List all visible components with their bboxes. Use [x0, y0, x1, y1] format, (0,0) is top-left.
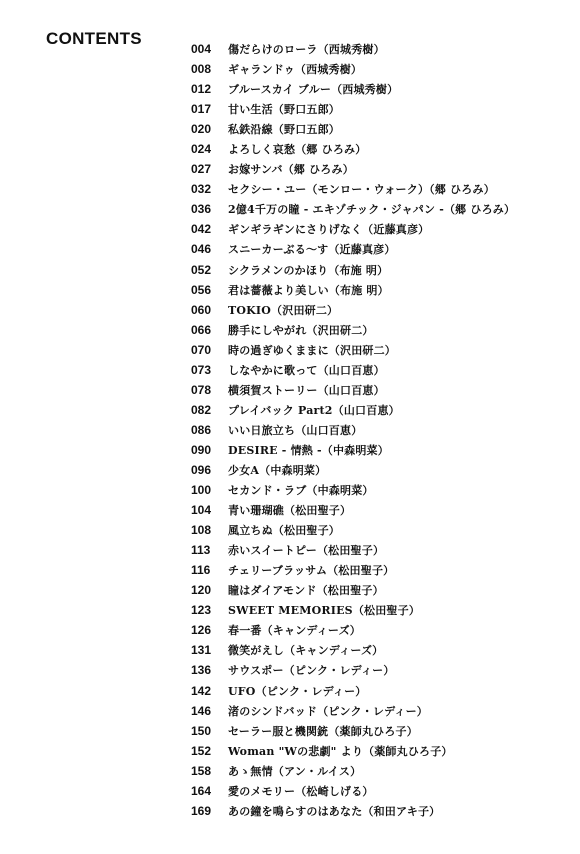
- entry-song-title: 青い珊瑚礁（松田聖子）: [228, 504, 352, 518]
- contents-entry: [191, 440, 515, 460]
- contents-entry: [191, 640, 515, 660]
- entry-song-title: 甘い生活（野口五郎）: [228, 103, 340, 117]
- entry-song-title: 愛のメモリー（松崎しげる）: [228, 784, 374, 798]
- contents-entry: [191, 219, 515, 239]
- entry-page-number: 042: [191, 222, 212, 237]
- entry-song-title: 風立ちぬ（松田聖子）: [228, 524, 340, 538]
- contents-entry: [191, 701, 515, 721]
- entry-page-number: 126: [191, 623, 212, 638]
- entry-song-title: ギャランドゥ（西城秀樹）: [228, 63, 363, 77]
- entry-song-title: 赤いスイートピー（松田聖子）: [228, 544, 385, 558]
- entry-song-title: Woman "Wの悲劇" より（薬師丸ひろ子）: [228, 744, 453, 758]
- entry-page-number: 164: [191, 783, 212, 798]
- contents-entry: [191, 59, 515, 79]
- entry-page-number: 060: [191, 302, 212, 317]
- contents-entry: [191, 781, 515, 801]
- contents-entry: [191, 39, 515, 59]
- contents-entry: [191, 239, 515, 259]
- contents-entry: [191, 540, 515, 560]
- contents-entry: [191, 380, 515, 400]
- page-title: CONTENTS: [46, 29, 142, 48]
- contents-entry: [191, 139, 515, 159]
- entry-song-title: よろしく哀愁（郷 ひろみ）: [228, 143, 367, 157]
- entry-page-number: 152: [191, 743, 212, 758]
- entry-song-title: 少女A（中森明菜）: [228, 464, 327, 477]
- entry-page-number: 032: [191, 182, 212, 197]
- contents-entry: [191, 600, 515, 620]
- entry-song-title: 傷だらけのローラ（西城秀樹）: [228, 43, 385, 57]
- entry-page-number: 123: [191, 603, 212, 618]
- entry-song-title: DESIRE - 情熱 -（中森明菜）: [228, 443, 389, 457]
- entry-page-number: 150: [191, 723, 212, 738]
- entry-page-number: 096: [191, 463, 212, 477]
- entry-page-number: 090: [191, 442, 212, 457]
- contents-entry: [191, 420, 515, 440]
- entry-song-title: あゝ無情（アン・ルイス）: [228, 764, 362, 778]
- contents-entry: [191, 300, 515, 320]
- entry-song-title: 瞳はダイアモンド（松田聖子）: [228, 584, 384, 598]
- entry-song-title: 時の過ぎゆくままに（沢田研二）: [228, 343, 396, 357]
- entry-song-title: スニーカーぶる～す（近藤真彦）: [228, 243, 396, 257]
- entry-song-title: 君は薔薇より美しい（布施 明）: [228, 283, 389, 297]
- contents-entry: [191, 79, 515, 99]
- entry-page-number: 104: [191, 503, 212, 518]
- entry-song-title: セクシー・ユー（モンロー・ウォーク）（郷 ひろみ）: [228, 183, 495, 197]
- entry-song-title: お嫁サンバ（郷 ひろみ）: [228, 163, 354, 177]
- entry-page-number: 027: [191, 162, 212, 177]
- contents-entry: [191, 500, 515, 520]
- entry-page-number: 004: [191, 42, 212, 57]
- entry-song-title: しなやかに歌って（山口百恵）: [228, 363, 385, 377]
- entry-page-number: 120: [191, 583, 212, 598]
- entry-page-number: 146: [191, 703, 212, 718]
- entry-song-title: あの鐘を鳴らすのはあなた（和田アキ子）: [228, 804, 441, 818]
- entry-song-title: プレイバック Part2（山口百恵）: [228, 403, 400, 417]
- entry-page-number: 136: [191, 663, 212, 678]
- entry-page-number: 036: [191, 202, 212, 217]
- contents-entry: [191, 620, 515, 640]
- entry-page-number: 012: [191, 82, 212, 97]
- entry-page-number: 024: [191, 142, 212, 157]
- entry-page-number: 020: [191, 122, 212, 137]
- contents-entry: [191, 340, 515, 360]
- entry-song-title: シクラメンのかほり（布施 明）: [228, 263, 389, 277]
- entry-song-title: 春一番（キャンディーズ）: [228, 624, 361, 638]
- entry-song-title: サウスポー（ピンク・レディー）: [228, 664, 395, 678]
- entry-song-title: セーラー服と機関銃（薬師丸ひろ子）: [228, 724, 418, 738]
- entry-song-title: ブルースカイ ブルー（西城秀樹）: [228, 83, 399, 97]
- entry-page-number: 008: [191, 62, 212, 77]
- contents-entry: [191, 179, 515, 199]
- entry-song-title: TOKIO（沢田研二）: [228, 303, 339, 317]
- contents-entry: [191, 560, 515, 580]
- contents-entry: [191, 199, 515, 219]
- entry-song-title: 渚のシンドバッド（ピンク・レディー）: [228, 704, 429, 718]
- entry-page-number: 078: [191, 382, 212, 397]
- contents-entry: [191, 460, 515, 480]
- contents-entry: [191, 280, 515, 300]
- contents-entry: [191, 260, 515, 280]
- entry-song-title: 横須賀ストーリー（山口百恵）: [228, 383, 385, 397]
- contents-entry: [191, 119, 515, 139]
- entry-page-number: 052: [191, 262, 212, 277]
- entry-song-title: 2億4千万の瞳 - エキゾチック・ジャパン -（郷 ひろみ）: [228, 203, 516, 217]
- contents-entry: [191, 761, 515, 781]
- contents-entry: [191, 801, 515, 821]
- entry-page-number: 100: [191, 483, 212, 498]
- entry-song-title: UFO（ピンク・レディー）: [228, 684, 367, 698]
- entry-page-number: 086: [191, 422, 212, 437]
- contents-entry: [191, 520, 515, 540]
- contents-entry: [191, 580, 515, 600]
- entry-page-number: 113: [191, 543, 211, 558]
- contents-entry: [191, 741, 515, 761]
- entry-song-title: 勝手にしやがれ（沢田研二）: [228, 323, 374, 337]
- entry-page-number: 142: [191, 683, 212, 698]
- contents-list: [191, 39, 515, 821]
- entry-song-title: いい日旅立ち（山口百恵）: [228, 423, 363, 437]
- contents-entry: [191, 660, 515, 680]
- entry-page-number: 073: [191, 362, 212, 377]
- entry-page-number: 046: [191, 242, 212, 257]
- entry-page-number: 056: [191, 282, 212, 297]
- contents-entry: [191, 320, 515, 340]
- entry-song-title: 私鉄沿線（野口五郎）: [228, 123, 340, 137]
- contents-entry: [191, 480, 515, 500]
- contents-entry: [191, 360, 515, 380]
- entry-page-number: 158: [191, 763, 212, 778]
- entry-song-title: 微笑がえし（キャンディーズ）: [228, 644, 384, 658]
- contents-entry: [191, 99, 515, 119]
- entry-song-title: ギンギラギンにさりげなく（近藤真彦）: [228, 223, 430, 237]
- entry-page-number: 116: [191, 563, 211, 578]
- contents-entry: [191, 721, 515, 741]
- entry-page-number: 169: [191, 803, 212, 818]
- entry-song-title: SWEET MEMORIES（松田聖子）: [228, 604, 421, 618]
- entry-page-number: 070: [191, 342, 212, 357]
- contents-entry: [191, 681, 515, 701]
- contents-entry: [191, 159, 515, 179]
- entry-page-number: 017: [191, 102, 212, 117]
- entry-page-number: 108: [191, 523, 212, 538]
- entry-page-number: 066: [191, 322, 212, 337]
- entry-song-title: チェリーブラッサム（松田聖子）: [228, 564, 395, 578]
- contents-entry: [191, 400, 515, 420]
- entry-page-number: 131: [191, 643, 212, 658]
- entry-song-title: セカンド・ラブ（中森明菜）: [228, 484, 374, 498]
- entry-page-number: 082: [191, 402, 212, 417]
